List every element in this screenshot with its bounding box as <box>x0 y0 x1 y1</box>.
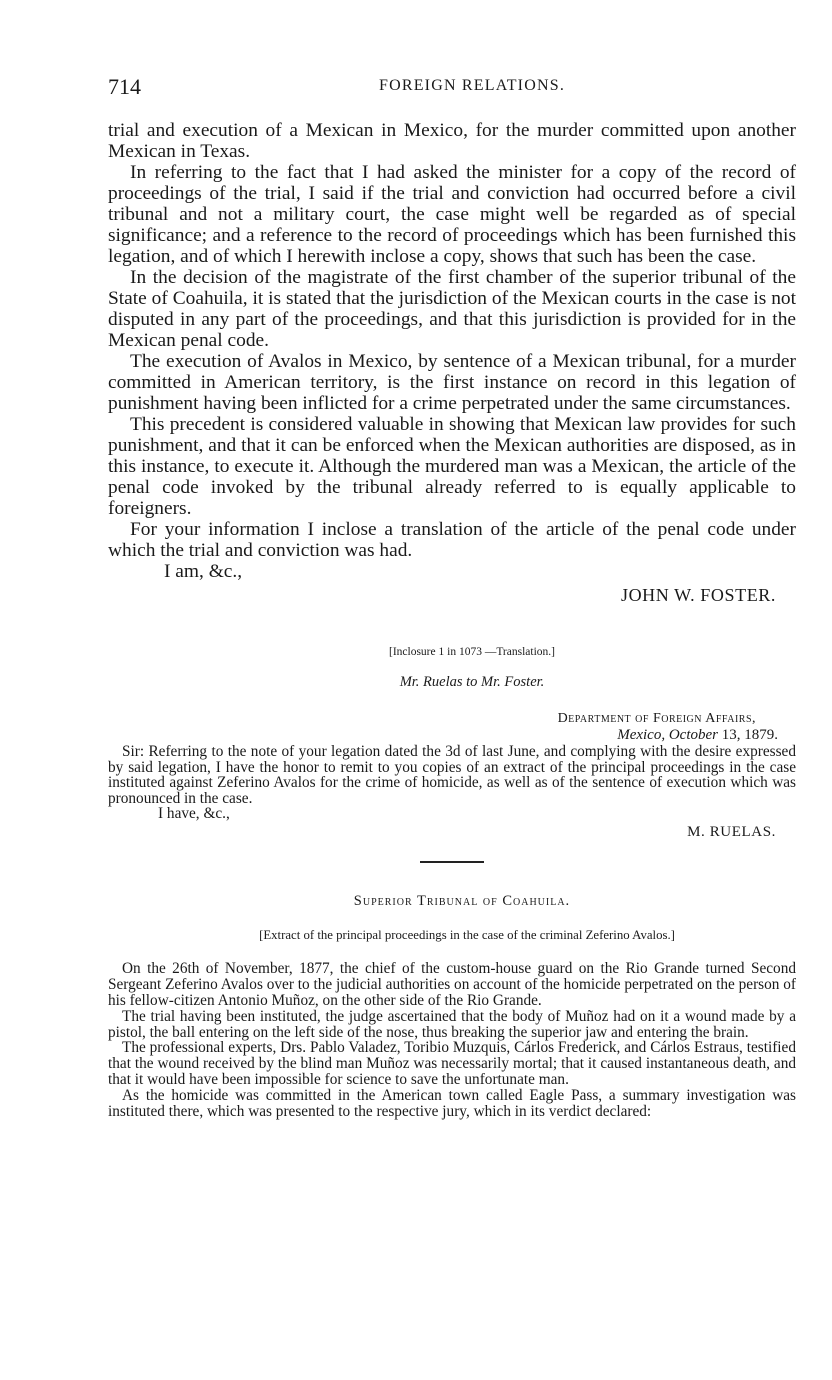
dateline-place: Mexico, October <box>617 727 718 743</box>
letter-closing: I am, &c., <box>164 561 243 582</box>
record-paragraph: On the 26th of November, 1877, the chief of the custom-house guard on the Rio Grande turned Second Sergeant Zeferino Avalos over to the judicial authorities on account of the homicide perpetrated on the person of his fellow-citizen Antonio Muñoz, on the other side of the Rio Grande. <box>108 960 796 1009</box>
inclosure-heading: [Inclosure 1 in 1073 —Translation.] <box>389 646 555 658</box>
record-paragraph: The professional experts, Drs. Pablo Valadez, Toribio Muzquis, Cárlos Frederick, and Cárlos Estraus, testified that the wound received by the blind man Muñoz was necessarily mortal; that it caused instantaneous death, and that it would have been impossible for science to save the unfortunate man. <box>108 1039 796 1088</box>
department-line: Department of Foreign Affairs, <box>557 711 756 726</box>
letter-paragraph: In referring to the fact that I had asked the minister for a copy of the record of proceedings of the trial, I said if the trial and conviction had occurred before a civil tribunal and not a military court, the case might well be regarded as of special significance; and a reference to the record of proceedings which has been furnished this legation, and of which I herewith inclose a copy, shows that such has been the case. <box>108 162 796 267</box>
inclosure-note <box>108 744 796 841</box>
document-page <box>108 74 796 1119</box>
letter-paragraph: The execution of Avalos in Mexico, by sentence of a Mexican tribunal, for a murder committed in American territory, is the first instance on record in this legation of punishment having been inflicted for a crime perpetrated under the same circumstances. <box>108 351 796 414</box>
letter-signature: JOHN W. FOSTER. <box>620 585 776 605</box>
note-closing: I have, &c., <box>158 805 230 823</box>
note-paragraph: Sir: Referring to the note of your legation dated the 3d of last June, and complying with the desire expressed by said legation, I have the honor to remit to you copies of an extract of the principal proceedings in the case instituted against Zeferino Avalos for the crime of homicide, as well as of the sentence of execution which was pronounced in the case. <box>108 743 796 807</box>
page-number: 714 <box>108 74 141 99</box>
inclosure-from-to: Mr. Ruelas to Mr. Foster. <box>399 674 545 690</box>
running-header <box>108 74 796 100</box>
extract-heading: [Extract of the principal proceedings in the case of the criminal Zeferino Avalos.] <box>259 928 675 943</box>
letter-body <box>108 120 796 606</box>
record-paragraph: As the homicide was committed in the American town called Eagle Pass, a summary investigation was instituted there, which was presented to the respective jury, which in its verdict declared: <box>108 1086 796 1120</box>
letter-paragraph: trial and execution of a Mexican in Mexico, for the murder committed upon another Mexican in Texas. <box>108 120 796 162</box>
letter-paragraph: For your information I inclose a translation of the article of the penal code under which the trial and conviction was had. <box>108 519 796 561</box>
running-title: FOREIGN RELATIONS. <box>378 77 566 94</box>
dateline <box>108 727 796 744</box>
note-signature: M. RUELAS. <box>687 824 776 841</box>
letter-paragraph: This precedent is considered valuable in showing that Mexican law provides for such punishment, and that it can be enforced when the Mexican authorities are disposed, as in this instance, to execute it. Although the murdered man was a Mexican, the article of the penal code invoked by the tribunal already referred to is equally applicable to foreigners. <box>108 414 796 519</box>
record-paragraph: The trial having been instituted, the judge ascertained that the body of Muñoz had on it a wound made by a pistol, the ball entering on the left side of the nose, thus breaking the superior jaw and entering the brain. <box>108 1007 796 1041</box>
tribunal-title: Superior Tribunal of Coahuila. <box>353 893 571 910</box>
dateline-date: 13, 1879. <box>718 727 778 743</box>
letter-paragraph: In the decision of the magistrate of the first chamber of the superior tribunal of the State of Coahuila, it is stated that the jurisdiction of the Mexican courts in the case is not disputed in any part of the proceedings, and that this jurisdiction is provided for in the Mexican penal code. <box>108 267 796 351</box>
tribunal-record <box>108 961 796 1119</box>
section-divider <box>420 861 484 863</box>
